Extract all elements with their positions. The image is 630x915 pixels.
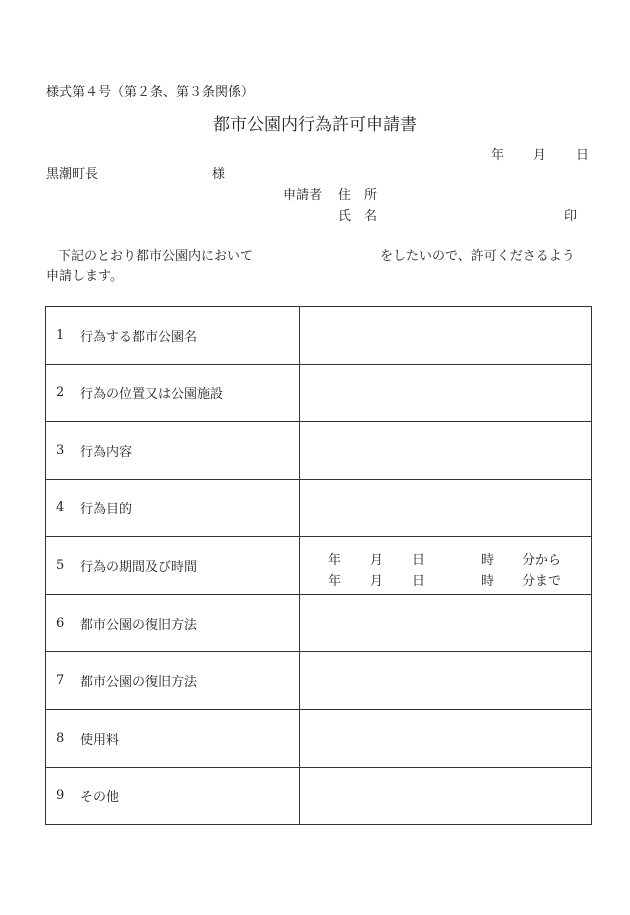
row-label-cell [46, 652, 300, 709]
period-to-day: 日 [412, 574, 426, 590]
date-month-label: 月 [533, 148, 547, 163]
table-row [46, 594, 591, 652]
table-row [46, 767, 591, 825]
row-number: 9 [56, 788, 65, 804]
row-label-cell [46, 480, 300, 537]
park-name-field[interactable] [300, 307, 591, 364]
period-to-line [300, 570, 591, 590]
usage-fee-field[interactable] [300, 710, 591, 767]
row-label: 使用料 [80, 732, 120, 748]
row-label-cell [46, 595, 300, 652]
activity-purpose-field[interactable] [300, 480, 591, 537]
addressee-name: 黒潮町長 [46, 167, 99, 182]
table-row [46, 709, 591, 767]
table-row [46, 307, 591, 364]
period-to-minute: 分まで [522, 574, 562, 590]
period-from-line [300, 549, 591, 569]
table-row [46, 536, 591, 594]
row-number: 8 [56, 730, 65, 746]
date-day-label: 日 [576, 148, 590, 163]
row-label: 行為の期間及び時間 [80, 560, 198, 576]
row-number: 6 [56, 615, 65, 631]
period-from-year: 年 [328, 553, 342, 569]
period-field[interactable] [300, 537, 591, 594]
row-number: 2 [56, 385, 65, 401]
other-field[interactable] [300, 768, 591, 825]
table-row [46, 651, 591, 709]
name-label: 氏 名 [338, 209, 378, 224]
period-from-day: 日 [412, 553, 426, 569]
row-label: 行為内容 [80, 444, 133, 460]
row-label-cell [46, 768, 300, 825]
row-label: その他 [80, 790, 120, 806]
applicant-label: 申請者 [283, 188, 323, 203]
body-text-line1-after: をしたいので、許可くださるよう [380, 249, 575, 264]
restoration-method-field[interactable] [300, 595, 591, 652]
date-year-label: 年 [491, 148, 505, 163]
row-number: 5 [56, 558, 65, 574]
date-line [0, 149, 630, 163]
row-label: 都市公園の復旧方法 [80, 617, 198, 633]
document-title: 都市公園内行為許可申請書 [213, 115, 417, 135]
row-number: 3 [56, 442, 65, 458]
row-number: 7 [56, 673, 65, 689]
row-label-cell [46, 710, 300, 767]
row-label: 行為の位置又は公園施設 [80, 387, 224, 403]
table-row [46, 364, 591, 422]
table-row [46, 479, 591, 537]
period-to-hour: 時 [481, 574, 495, 590]
period-from-hour: 時 [481, 553, 495, 569]
addressee-honorific: 様 [212, 167, 226, 182]
body-text-line2: 申請します。 [46, 269, 123, 284]
table-row [46, 421, 591, 479]
period-to-month: 月 [370, 574, 384, 590]
application-table [45, 306, 592, 825]
row-label-cell [46, 365, 300, 422]
form-number: 様式第４号（第２条、第３条関係） [46, 85, 255, 100]
address-label: 住 所 [338, 188, 378, 203]
row-label-cell [46, 422, 300, 479]
row-label-cell [46, 307, 300, 364]
row-label: 行為する都市公園名 [80, 329, 198, 345]
period-from-month: 月 [370, 553, 384, 569]
row-label-cell [46, 537, 300, 594]
location-field[interactable] [300, 365, 591, 422]
restoration-method-field-2[interactable] [300, 652, 591, 709]
period-to-year: 年 [328, 574, 342, 590]
row-number: 1 [56, 327, 65, 343]
body-text-line1-before: 下記のとおり都市公園内において [58, 249, 254, 264]
seal-label: 印 [564, 209, 578, 224]
period-from-minute: 分から [522, 553, 562, 569]
activity-content-field[interactable] [300, 422, 591, 479]
row-label: 行為目的 [80, 502, 133, 518]
row-number: 4 [56, 500, 65, 516]
row-label: 都市公園の復旧方法 [80, 675, 198, 691]
